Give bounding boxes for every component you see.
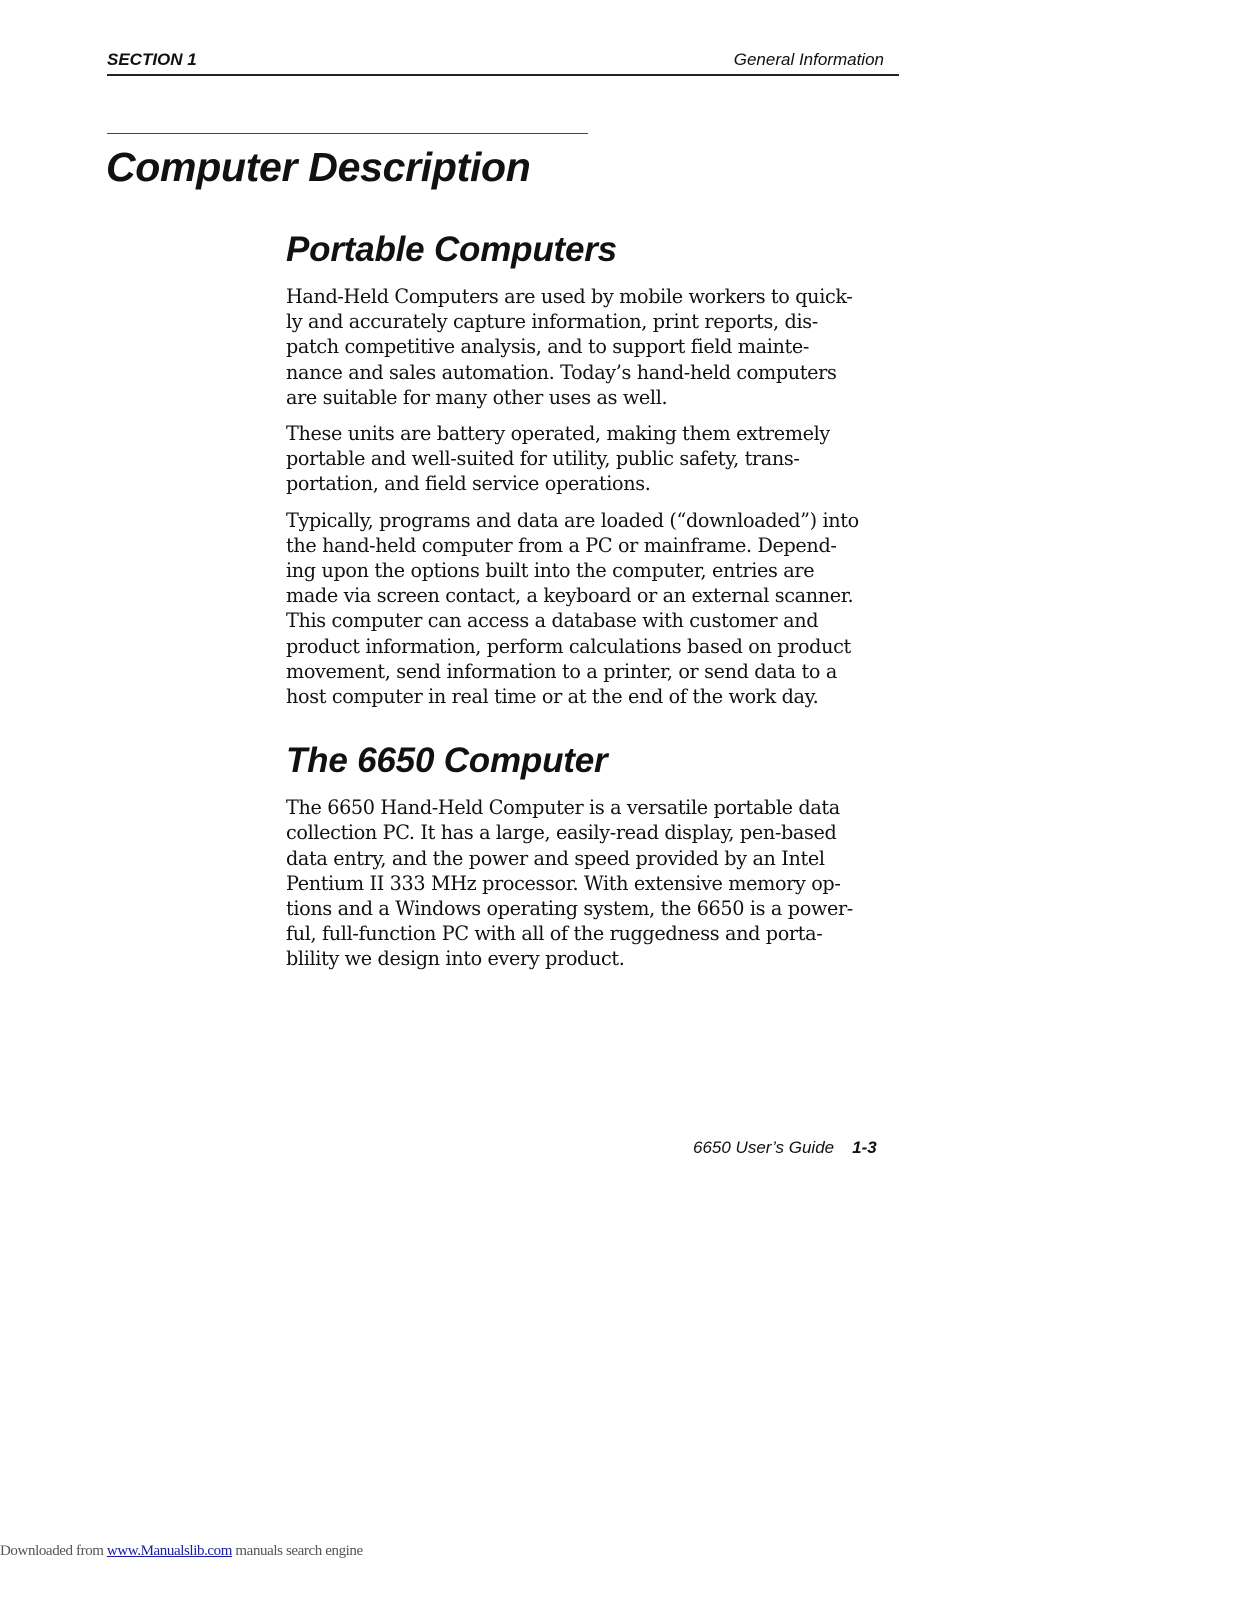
- section-body-portable-computers: [286, 284, 892, 709]
- manualslib-link[interactable]: www.Manualslib.com: [106, 1543, 233, 1559]
- text-line: the hand-held computer from a PC or mainframe. Depend-: [286, 533, 837, 557]
- text-line: host computer in real time or at the end of the work day.: [286, 685, 819, 709]
- text-line: movement, send information to a printer, or send data to a: [286, 659, 837, 683]
- text-line: ly and accurately capture information, print reports, dis-: [286, 310, 818, 334]
- text-line: Pentium II 333 MHz processor. With extensive memory op-: [286, 871, 841, 895]
- footer-guide-title: 6650 User’s Guide: [693, 1138, 835, 1157]
- section-heading-6650-computer: The 6650 Computer: [286, 741, 608, 781]
- page-number: 1-3: [852, 1138, 877, 1157]
- paragraph: [286, 421, 892, 497]
- page-title: Computer Description: [106, 144, 531, 190]
- text-line: blility we design into every product.: [286, 947, 625, 971]
- section-body-6650-computer: [286, 795, 892, 971]
- paragraph: [286, 508, 892, 710]
- paragraph: [286, 795, 892, 971]
- text-line: These units are battery operated, making them extremely: [286, 422, 830, 446]
- text-line: portation, and field service operations.: [286, 472, 651, 496]
- text-line: The 6650 Hand-Held Computer is a versatile portable data: [286, 796, 840, 820]
- paragraph: [286, 284, 892, 410]
- text-line: data entry, and the power and speed provided by an Intel: [286, 846, 825, 870]
- text-line: made via screen contact, a keyboard or an external scanner.: [286, 584, 854, 608]
- text-line: nance and sales automation. Today’s hand-held computers: [286, 360, 837, 384]
- text-line: Typically, programs and data are loaded (“downloaded”) into: [286, 508, 859, 532]
- text-line: collection PC. It has a large, easily-read display, pen-based: [286, 821, 837, 845]
- text-line: tions and a Windows operating system, the 6650 is a power-: [286, 897, 853, 921]
- section-heading-portable-computers: Portable Computers: [286, 230, 617, 269]
- text-line: ing upon the options built into the computer, entries are: [286, 559, 815, 583]
- text-line: This computer can access a database with customer and: [286, 609, 819, 633]
- text-line: Hand-Held Computers are used by mobile workers to quick-: [286, 285, 853, 308]
- running-footer: [693, 1138, 877, 1158]
- watermark-suffix: manuals search engine: [232, 1543, 363, 1559]
- title-rule: [107, 133, 588, 134]
- header-chapter-label: General Information: [733, 50, 884, 69]
- main-content: [286, 226, 892, 983]
- text-line: patch competitive analysis, and to support field mainte-: [286, 335, 810, 359]
- watermark-prefix: Downloaded from: [0, 1543, 107, 1559]
- text-line: ful, full-function PC with all of the ruggedness and porta-: [286, 922, 823, 946]
- download-watermark: [0, 1543, 363, 1560]
- header-section-label: SECTION 1: [107, 50, 197, 69]
- text-line: portable and well-suited for utility, public safety, trans-: [286, 447, 800, 471]
- running-header: [107, 50, 899, 76]
- text-line: are suitable for many other uses as well.: [286, 385, 668, 409]
- text-line: product information, perform calculations based on product: [286, 634, 851, 658]
